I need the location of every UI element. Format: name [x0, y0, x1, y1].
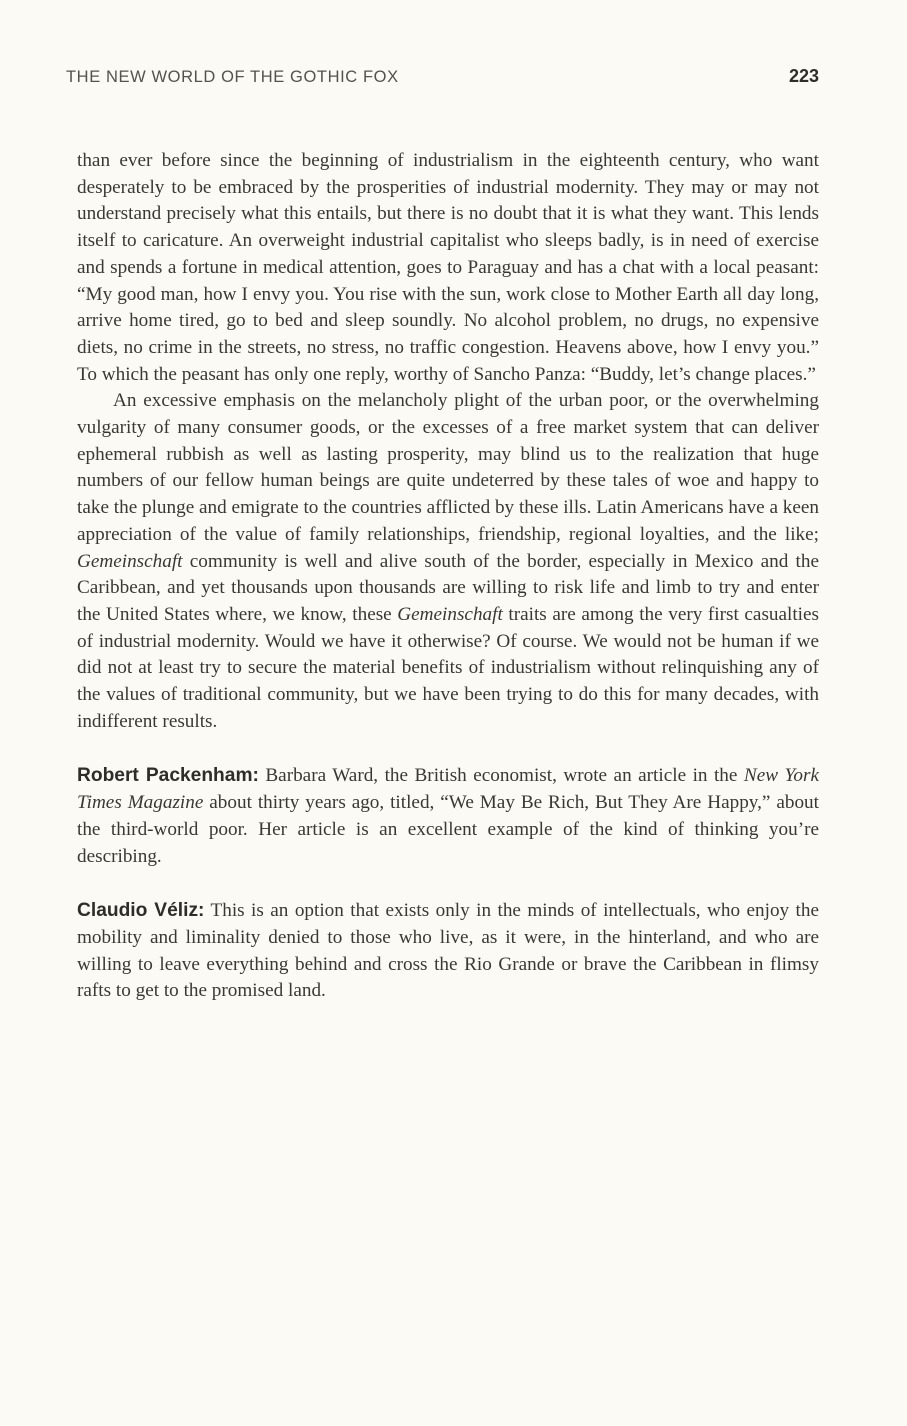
dialogue-veliz [77, 898, 819, 1005]
running-header [66, 66, 819, 87]
speaker-name: Robert Packenham: [77, 765, 259, 787]
paragraph-gemeinschaft [77, 388, 819, 735]
dialogue-text: This is an option that exists only in the minds of intellectuals, who enjoy the mobility and liminality denied to those who live, as it were, in the hinterland, and who are willing to leave everything behind and cross the Rio Grande or brave the Caribbean in flimsy rafts to get to the promised land. [77, 900, 819, 1002]
paragraph-continued: than ever before since the beginning of industrialism in the eighteenth century, who want desperately to be embraced by the prosperities of industrial modernity. They may or may not understand precisely what this entails, but there is no doubt that it is what they want. This lends itself to caricature. An overweight industrial capitalist who sleeps badly, is in need of exercise and spends a fortune in medical attention, goes to Paraguay and has a chat with a local peasant: “My good man, how I envy you. You rise with the sun, work close to Mother Earth all day long, arrive home tired, go to bed and sleep soundly. No alcohol problem, no drugs, no expensive diets, no crime in the streets, no stress, no traffic congestion. Heavens above, how I envy you.” To which the peasant has only one reply, worthy of Sancho Panza: “Buddy, let’s change places.” [77, 150, 819, 385]
publication-title: New York Times Magazine [77, 765, 819, 814]
paragraph-text: community is well and alive south of the border, especially in Mexico and the Caribbean, and yet thousands upon thousands are willing to risk life and limb to try and enter the United States where, we know, these [77, 550, 819, 625]
paragraph-text: traits are among the very first casualties of industrial modernity. Would we have it otherwise? Of course. We would not be human if we did not at least try to secure the material benefits of industrialism without relinquishing any of the values of traditional community, but we have been trying to do this for many decades, with indifferent results. [77, 603, 819, 732]
italic-term: Gemeinschaft [397, 603, 503, 625]
dialogue-packenham [77, 763, 819, 870]
dialogue-text: Barbara Ward, the British economist, wrote an article in the [258, 765, 744, 787]
italic-term: Gemeinschaft [77, 550, 183, 572]
running-title: THE NEW WORLD OF THE GOTHIC FOX [66, 68, 399, 86]
dialogue-text: about thirty years ago, titled, “We May Be Rich, But They Are Happy,” about the third-world poor. Her article is an excellent example of the kind of thinking you’re describing. [77, 792, 819, 867]
speaker-name: Claudio Véliz: [77, 900, 205, 922]
page-number: 223 [788, 66, 819, 86]
body-text [77, 148, 819, 1005]
paragraph-text: An excessive emphasis on the melancholy plight of the urban poor, or the overwhelming vulgarity of many consumer goods, or the excesses of a free market system that can deliver ephemeral rubbish as well as lasting prosperity, may blind us to the realization that huge numbers of our fellow human beings are quite undeterred by these tales of woe and happy to take the plunge and emigrate to the countries afflicted by these ills. Latin Americans have a keen appreciation of the value of family relationships, friendship, regional loyalties, and the like; [77, 390, 819, 545]
